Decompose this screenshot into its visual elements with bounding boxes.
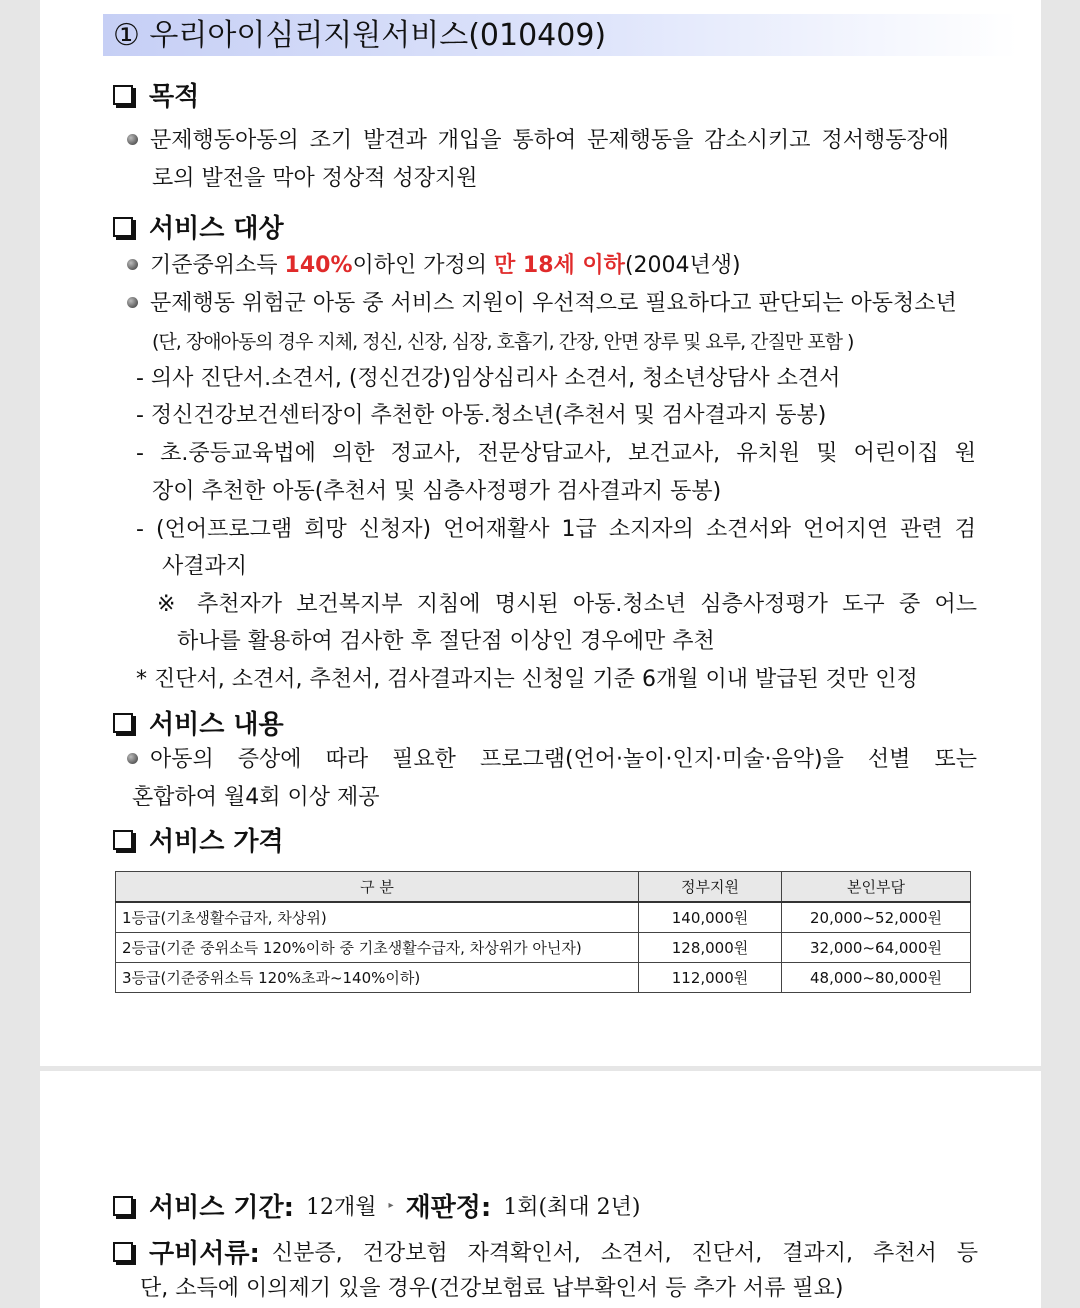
target-note-1: ※ 추천자가 보건복지부 지침에 명시된 아동.청소년 심층사정평가 도구 중 어느: [157, 592, 977, 617]
target-line-8: 사결과지: [162, 554, 248, 579]
period-value: 12개월: [306, 1195, 377, 1220]
cell-grade: 2등급(기준 중위소득 120%이하 중 기초생활수급자, 차상위가 아닌자): [116, 933, 639, 963]
service-title: ① 우리아이심리지원서비스(010409): [113, 18, 607, 53]
checkbox-square-icon: [113, 1196, 133, 1216]
heading-content: 서비스 내용: [113, 704, 284, 741]
heading-documents: 구비서류: 신분증, 건강보험 자격확인서, 소견서, 진단서, 결과지, 추천서 등: [113, 1233, 978, 1270]
heading-target: 서비스 대상: [113, 208, 284, 245]
target-line-1: 문제행동 위험군 아동 중 서비스 지원이 우선적으로 필요하다고 판단되는 아동청소년: [127, 289, 957, 319]
target-note-3: * 진단서, 소견서, 추천서, 검사결과지는 신청일 기준 6개월 이내 발급된 것만 인정: [136, 667, 918, 692]
target-income-line: 기준중위소득 140%이하인 가정의 만 18세 이하(2004년생): [127, 251, 741, 281]
cell-gov-support: 128,000원: [639, 933, 782, 963]
bullet-icon: [127, 297, 138, 308]
bullet-icon: [127, 134, 138, 145]
target-note-2: 하나를 활용하여 검사한 후 절단점 이상인 경우에만 추천: [177, 629, 715, 654]
target-line-5: - 초.중등교육법에 의한 정교사, 전문상담교사, 보건교사, 유치원 및 어린이집 원: [136, 441, 976, 466]
retest-value: 1회(최대 2년): [503, 1195, 641, 1220]
cell-self-pay: 48,000~80,000원: [782, 963, 971, 993]
cell-grade: 3등급(기준중위소득 120%초과~140%이하): [116, 963, 639, 993]
cell-self-pay: 32,000~64,000원: [782, 933, 971, 963]
target-line-7: - (언어프로그램 희망 신청자) 언어재활사 1급 소지자의 소견서와 언어지연 관련 검: [136, 517, 976, 542]
age-limit: 만 18세 이하: [493, 253, 625, 278]
price-table: [115, 871, 971, 993]
checkbox-square-icon: [113, 713, 133, 733]
bullet-icon: [127, 259, 138, 270]
retest-label: 재판정:: [405, 1193, 492, 1223]
cell-self-pay: 20,000~52,000원: [782, 902, 971, 933]
cell-gov-support: 112,000원: [639, 963, 782, 993]
section-title-bar: [103, 14, 1018, 56]
cell-gov-support: 140,000원: [639, 902, 782, 933]
purpose-line-2: 로의 발전을 막아 정상적 성장지원: [152, 166, 478, 191]
heading-period: 서비스 기간: 12개월 ▸ 재판정: 1회(최대 2년): [113, 1187, 640, 1224]
documents-line-1: 신분증, 건강보험 자격확인서, 소견서, 진단서, 결과지, 추천서 등: [271, 1241, 978, 1266]
checkbox-square-icon: [113, 1242, 133, 1262]
heading-purpose: 목적: [113, 76, 199, 113]
table-row: [116, 963, 971, 993]
table-row: [116, 933, 971, 963]
checkbox-square-icon: [113, 830, 133, 850]
documents-line-2: 단, 소득에 이의제기 있을 경우(건강보험료 납부확인서 등 추가 서류 필요): [140, 1276, 844, 1301]
income-percent: 140%: [284, 253, 353, 278]
heading-price: 서비스 가격: [113, 821, 284, 858]
content-line-2: 혼합하여 월4회 이상 제공: [132, 785, 380, 810]
table-header-row: [116, 872, 971, 903]
checkbox-square-icon: [113, 217, 133, 237]
target-line-2: (단, 장애아동의 경우 지체, 정신, 신장, 심장, 호흡기, 간장, 안면 장루 및 요루, 간질만 포함 ): [152, 331, 854, 353]
target-line-3: - 의사 진단서.소견서, (정신건강)임상심리사 소견서, 청소년상담사 소견서: [136, 366, 841, 391]
checkbox-square-icon: [113, 85, 133, 105]
target-line-6: 장이 추천한 아동(추천서 및 심층사정평가 검사결과지 동봉): [152, 479, 722, 504]
table-row: [116, 902, 971, 933]
bullet-icon: [127, 753, 138, 764]
col-header-gov-support: 정부지원: [639, 872, 782, 903]
target-line-4: - 정신건강보건센터장이 추천한 아동.청소년(추천서 및 검사결과지 동봉): [136, 403, 827, 428]
content-line-1: 아동의 증상에 따라 필요한 프로그램(언어·놀이·인지·미술·음악)을 선별 또는: [127, 745, 977, 775]
small-arrow-icon: ▸: [388, 1200, 394, 1211]
purpose-line-1: 문제행동아동의 조기 발견과 개입을 통하여 문제행동을 감소시키고 정서행동장애: [127, 126, 949, 156]
cell-grade: 1등급(기초생활수급자, 차상위): [116, 902, 639, 933]
col-header-self-pay: 본인부담: [782, 872, 971, 903]
col-header-category: 구 분: [116, 872, 639, 903]
